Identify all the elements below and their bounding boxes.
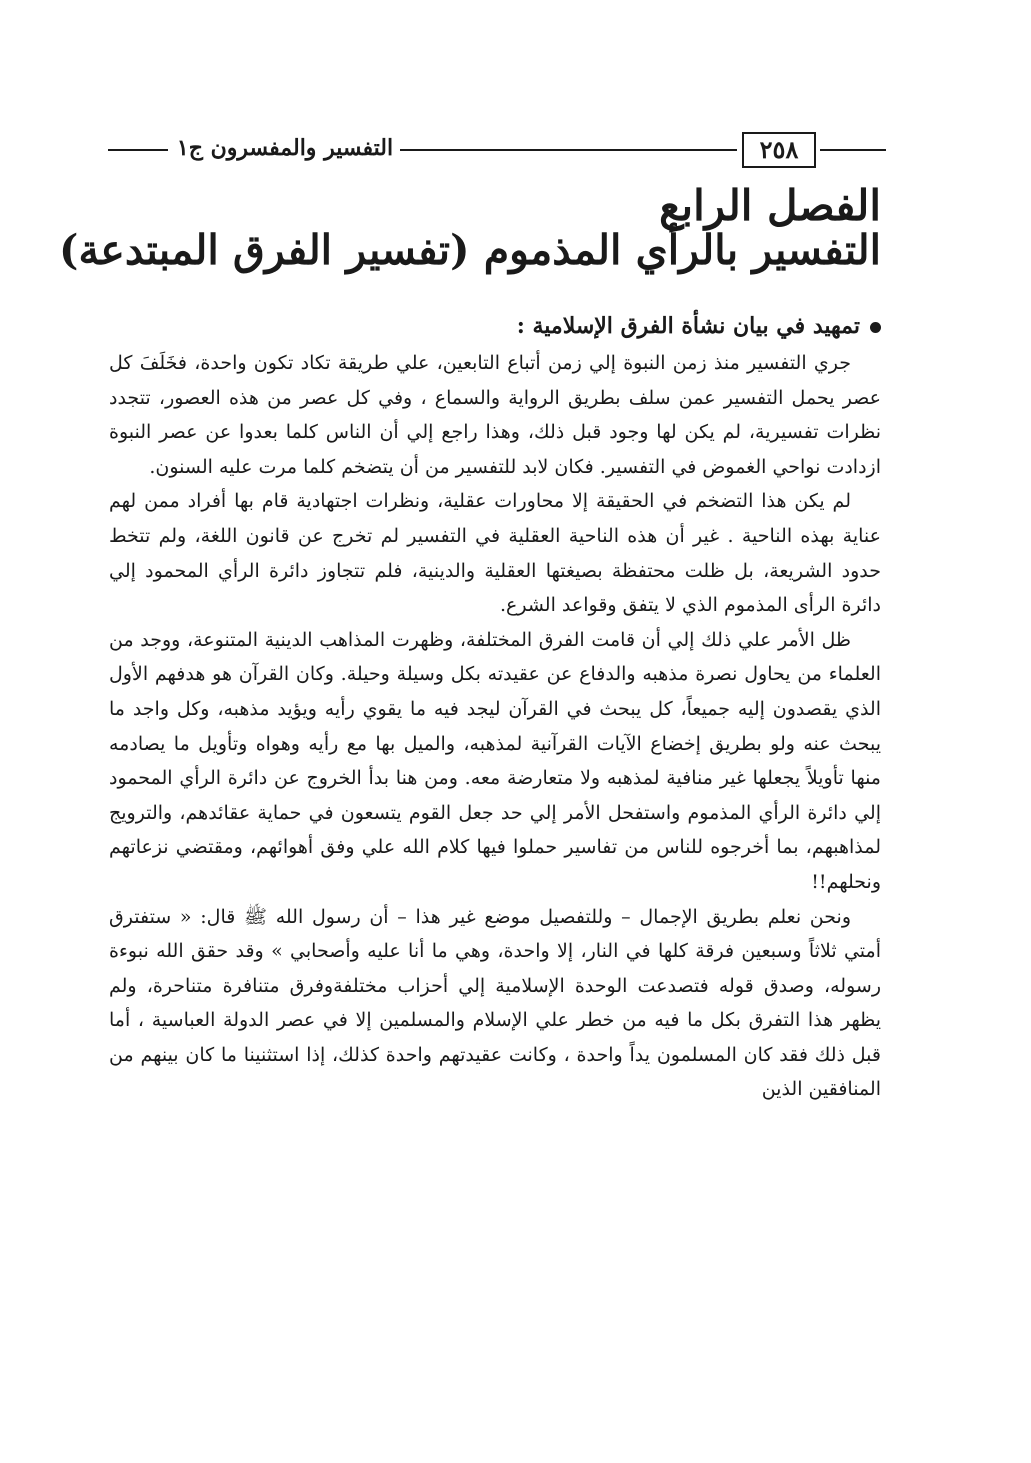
header-rule-middle <box>400 149 737 151</box>
paragraph-1: جري التفسير منذ زمن النبوة إلي زمن أتباع التابعين، علي طريقة تكاد تكون واحدة، فخَلَفَ كل عصر يحمل التفسير عمن سلف بطريق الرواية والسماع ، وفي كل عصر من هذه العصور، تتجدد نظرات تفسيرية، لم يكن لها وجود قبل ذلك، وهذا راجع إلي أن الناس كلما بعدوا عن عصر النبوة ازدادت نواحي الغموض في التفسير. فكان لابد للتفسير من أن يتضخم كلما مرت عليه السنون. <box>109 352 881 478</box>
paragraph-4: ونحن نعلم بطريق الإجمال – وللتفصيل موضع غير هذا – أن رسول الله ﷺ قال: « ستفترق أمتي ثلاثاً وسبعين فرقة كلها في النار، إلا واحدة، وهي ما أنا عليه وأصحابي » وقد حقق الله نبوءة رسوله، وصدق قوله فتصدعت الوحدة الإسلامية إلي أحزاب مختلفةوفرق متنافرة متناحرة، ولم يظهر هذا التفرق بكل ما فيه من خطر علي الإسلام والمسلمين إلا في عصر الدولة العباسية ، أما قبل ذلك فقد كان المسلمون يداً واحدة ، وكانت عقيدتهم واحدة كذلك، إذا استثنينا ما كان بينهم من المنافقين الذين <box>109 905 881 1101</box>
section-heading-text: تمهيد في بيان نشأة الفرق الإسلامية : <box>516 313 860 339</box>
paragraph-2: لم يكن هذا التضخم في الحقيقة إلا محاورات عقلية، ونظرات اجتهادية قام بها أفراد ممن لهم عناية بهذه الناحية . غير أن هذه الناحية العقلية في التفسير لم تخرج عن قانون اللغة، ولم تتخط حدود الشريعة، بل ظلت محتفظة بصيغتها العقلية والدينية، فلم تتجاوز دائرة الرأي المحمود إلي دائرة الرأى المذموم الذي لا يتفق وقواعد الشرع. <box>109 490 881 617</box>
page-number: ٢٥٨ <box>742 132 816 168</box>
section-heading <box>517 306 881 346</box>
paragraph-3: ظل الأمر علي ذلك إلي أن قامت الفرق المختلفة، وظهرت المذاهب الدينية المتنوعة، ووجد من العلماء من يحاول نصرة مذهبه والدفاع عن عقيدته بكل وسيلة وحيلة. وكان القرآن هو هدفهم الأول الذي يقصدون إليه جميعاً، كل يبحث في القرآن ليجد فيه ما يقوي رأيه ويؤيد مذهبه، وكل واجد ما يبحث عنه ولو بطريق إخضاع الآيات القرآنية لمذهبه، والميل بها مع رأيه وهواه وتأويل ما يصادمه منها تأويلاً يجعلها غير منافية لمذهبه ولا متعارضة معه. ومن هنا بدأ الخروج عن دائرة الرأي المحمود إلي دائرة الرأي المذموم واستفحل الأمر إلي حد جعل القوم يتسعون في حماية عقائدهم، والترويج لمذاهبهم، بما أخرجوه للناس من تفاسير حملوا فيها كلام الله علي وفق أهوائهم، ومقتضي نزعاتهم ونحلهم!! <box>109 628 881 893</box>
header-rule-right <box>820 149 886 151</box>
chapter-title: التفسير بالرأي المذموم (تفسير الفرق المبتدعة) <box>59 226 881 274</box>
bullet-icon <box>870 322 881 333</box>
running-header <box>108 128 886 174</box>
book-title: التفسير والمفسرون ج١ <box>176 135 394 161</box>
chapter-label: الفصل الرابع <box>659 181 881 230</box>
body-text <box>109 346 881 1107</box>
header-rule-left <box>108 149 168 151</box>
